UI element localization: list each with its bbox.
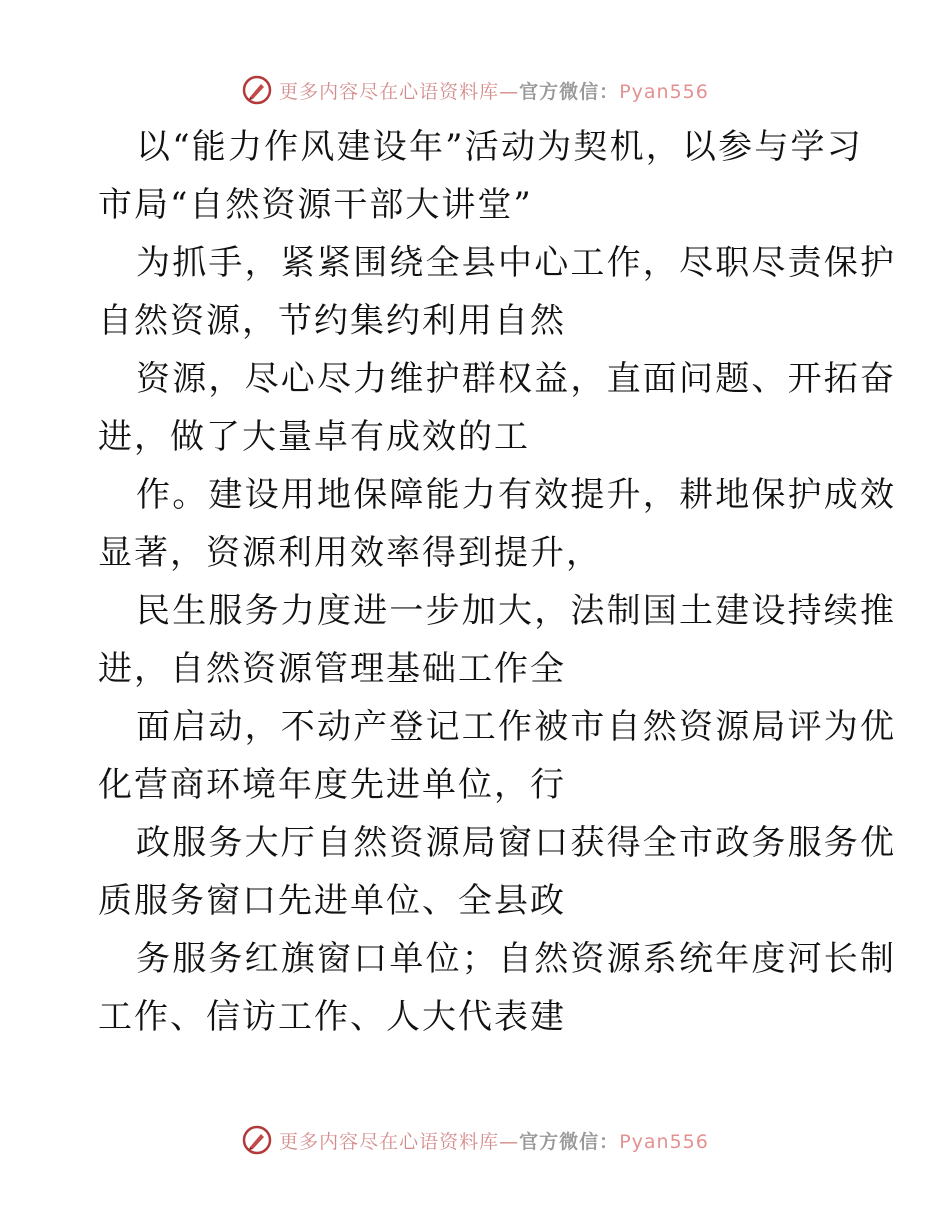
paragraph <box>98 234 897 350</box>
banner-dash: — <box>499 80 520 103</box>
banner-text <box>279 77 709 104</box>
banner-wechat-id: Pyan556 <box>619 1130 709 1153</box>
header-banner <box>0 70 950 110</box>
paragraph <box>98 698 897 814</box>
paragraph-line: 化营商环境年度先进单位，行 <box>98 765 566 805</box>
paragraph-line: 政服务大厅自然资源局窗口获得全市政务服务优 <box>136 823 897 863</box>
paragraph <box>98 814 897 930</box>
banner-text <box>279 1127 709 1154</box>
paragraph <box>98 118 863 234</box>
banner-wechat-label: 官方微信： <box>519 1130 620 1153</box>
pen-logo-icon <box>241 1124 273 1156</box>
banner-wechat-label: 官方微信： <box>519 80 620 103</box>
paragraph-line: 市局“自然资源干部大讲堂” <box>98 185 533 225</box>
banner-dash: — <box>499 1130 520 1153</box>
paragraph-line: 质服务窗口先进单位、全县政 <box>98 881 566 921</box>
footer-banner <box>0 1120 950 1160</box>
paragraph-line: 作。建设用地保障能力有效提升，耕地保护成效 <box>136 475 897 515</box>
paragraph <box>98 582 897 698</box>
paragraph-line: 工作、信访工作、人大代表建 <box>98 997 566 1037</box>
banner-main: 更多内容尽在心语资料库 <box>279 80 500 103</box>
banner-wechat-id: Pyan556 <box>619 80 709 103</box>
paragraph-line: 进，自然资源管理基础工作全 <box>98 649 566 689</box>
paragraph-line: 自然资源，节约集约利用自然 <box>98 301 566 341</box>
paragraph <box>98 930 897 1046</box>
paragraph-line: 显著，资源利用效率得到提升， <box>98 533 602 573</box>
paragraph-line: 进，做了大量卓有成效的工 <box>98 417 530 457</box>
pen-logo-icon <box>241 74 273 106</box>
paragraph-line: 以“能力作风建设年”活动为契机，以参与学习 <box>136 127 863 167</box>
paragraph-line: 为抓手，紧紧围绕全县中心工作，尽职尽责保护 <box>136 243 897 283</box>
paragraph-line: 务服务红旗窗口单位；自然资源系统年度河长制 <box>136 939 897 979</box>
document-body <box>98 118 897 1046</box>
paragraph-line: 资源，尽心尽力维护群权益，直面问题、开拓奋 <box>136 359 897 399</box>
paragraph-line: 民生服务力度进一步加大，法制国土建设持续推 <box>136 591 897 631</box>
paragraph <box>98 466 897 582</box>
paragraph-line: 面启动，不动产登记工作被市自然资源局评为优 <box>136 707 897 747</box>
banner-main: 更多内容尽在心语资料库 <box>279 1130 500 1153</box>
paragraph <box>98 350 897 466</box>
